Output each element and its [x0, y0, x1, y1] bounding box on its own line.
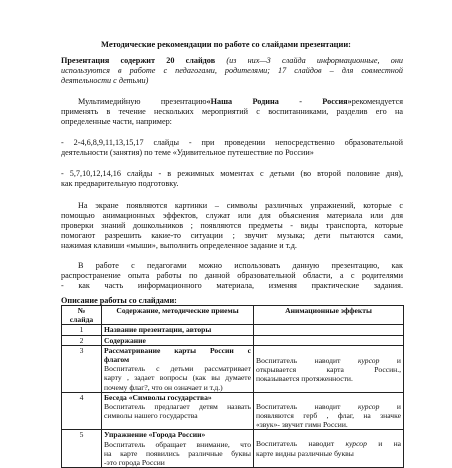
paragraph4-line-1: В работе с педагогами можно использовать данную презентацию, как — [78, 261, 403, 270]
table-header-row — [62, 306, 404, 325]
table-row — [62, 392, 404, 430]
slide-content: Рассматривание карты России с флагом Воспитатель с детьми рассматривает карту , задает вопросы (как вы думаете почему флаг?, что он означает и т.д.) — [102, 345, 254, 392]
slide-effects: Воспитатель наводит курсор и на карте видны различные буквы — [254, 430, 404, 468]
table-row — [62, 345, 404, 392]
list-item-2-line-1: - 5,7,10,12,14,16 слайды - в режимных моментах с детьми (во второй половине дня), — [61, 169, 403, 178]
paragraph2-line-2: применять в течение нескольких мероприятий с воспитанниками, разделив его на — [61, 107, 403, 116]
paragraph2-line-1 — [78, 97, 403, 108]
table-row — [62, 325, 404, 335]
slide-content: Упражнение «Города России» Воспитатель обращает внимание, что на карте появились различные буквы -это города России — [102, 430, 254, 468]
list-item-1-line-2: деятельности (занятия) по теме «Удивительное путешествие по России» — [61, 148, 314, 157]
table-row — [62, 335, 404, 345]
paragraph3-line-3: проверки знаний дошкольников ; появляются предметы - виды транспорта, которые — [61, 221, 403, 230]
slide-number: 5 — [62, 430, 102, 468]
paragraph3-line-4: помогают разрешить какие-то ситуации ; звучит музыка; дети пытаются сами, — [61, 231, 403, 240]
slide-number: 1 — [62, 325, 102, 335]
paragraph4-line-3: - как часть информационного материала, изменяя практические задания. — [61, 281, 403, 290]
list-item-2-line-2: как предварительную подготовку. — [61, 179, 179, 188]
paragraph2-a: Мультимедийную презентацию — [78, 97, 207, 106]
intro-line-3: деятельности с детьми) — [61, 76, 149, 85]
paragraph3-line-5: нажимая клавиши «мыши», выполнить определенное задание и т.д. — [61, 241, 297, 250]
paragraph4-line-2: распространение опыта работы по данной образовательной области, а с родителями — [61, 271, 403, 280]
header-effects: Анимационные эффекты — [254, 306, 404, 325]
paragraph3-line-2: помощью анимационных эффектов, служат или для объяснения материала или для — [61, 211, 403, 220]
header-content: Содержание, методические приемы — [102, 306, 254, 325]
slide-effects: Воспитатель наводит курсор и появляются герб , флаг, на значке «звук»- звучит гимн России. — [254, 392, 404, 430]
paragraph2-c: рекомендуется — [351, 97, 404, 106]
presentation-name: «Наша Родина - Россия» — [206, 97, 352, 106]
page-title: Методические рекомендации по работе со слайдами презентации: — [101, 40, 351, 49]
slide-content: Содержание — [102, 335, 254, 345]
paragraph2-line-3: определенные части, например: — [61, 117, 172, 126]
slide-content: Беседа «Символы государства» Воспитатель предлагает детям назвать символы нашего государства — [102, 392, 254, 430]
intro-line-2: используются в работе с педагогами, родителями; 17 слайдов – для совместной — [61, 66, 403, 75]
slide-effects: Воспитатель наводит курсор и открывается карта Россин., показывается протяженности. — [254, 345, 404, 392]
intro-bold: Презентация содержит 20 слайдов — [61, 56, 216, 65]
paragraph3-line-1: На экране появляются картинки – символы различных упражнений, которые с — [78, 201, 403, 210]
slide-effects — [254, 325, 404, 335]
intro-line-1 — [61, 56, 403, 67]
slide-effects — [254, 335, 404, 345]
table-caption: Описание работы со слайдами: — [61, 296, 177, 305]
header-slide-number: № слайда — [62, 306, 102, 325]
table-row — [62, 430, 404, 468]
slide-content: Название презентации, авторы — [102, 325, 254, 335]
slide-number: 3 — [62, 345, 102, 392]
slide-number: 2 — [62, 335, 102, 345]
slide-number: 4 — [62, 392, 102, 430]
intro-italic: (из них—3 слайда информационные, они — [215, 56, 403, 65]
slides-table — [61, 305, 404, 468]
list-item-1-line-1: - 2-4,6,8,9,11,13,15,17 слайды - при проведении непосредственно образовательной — [61, 138, 403, 147]
